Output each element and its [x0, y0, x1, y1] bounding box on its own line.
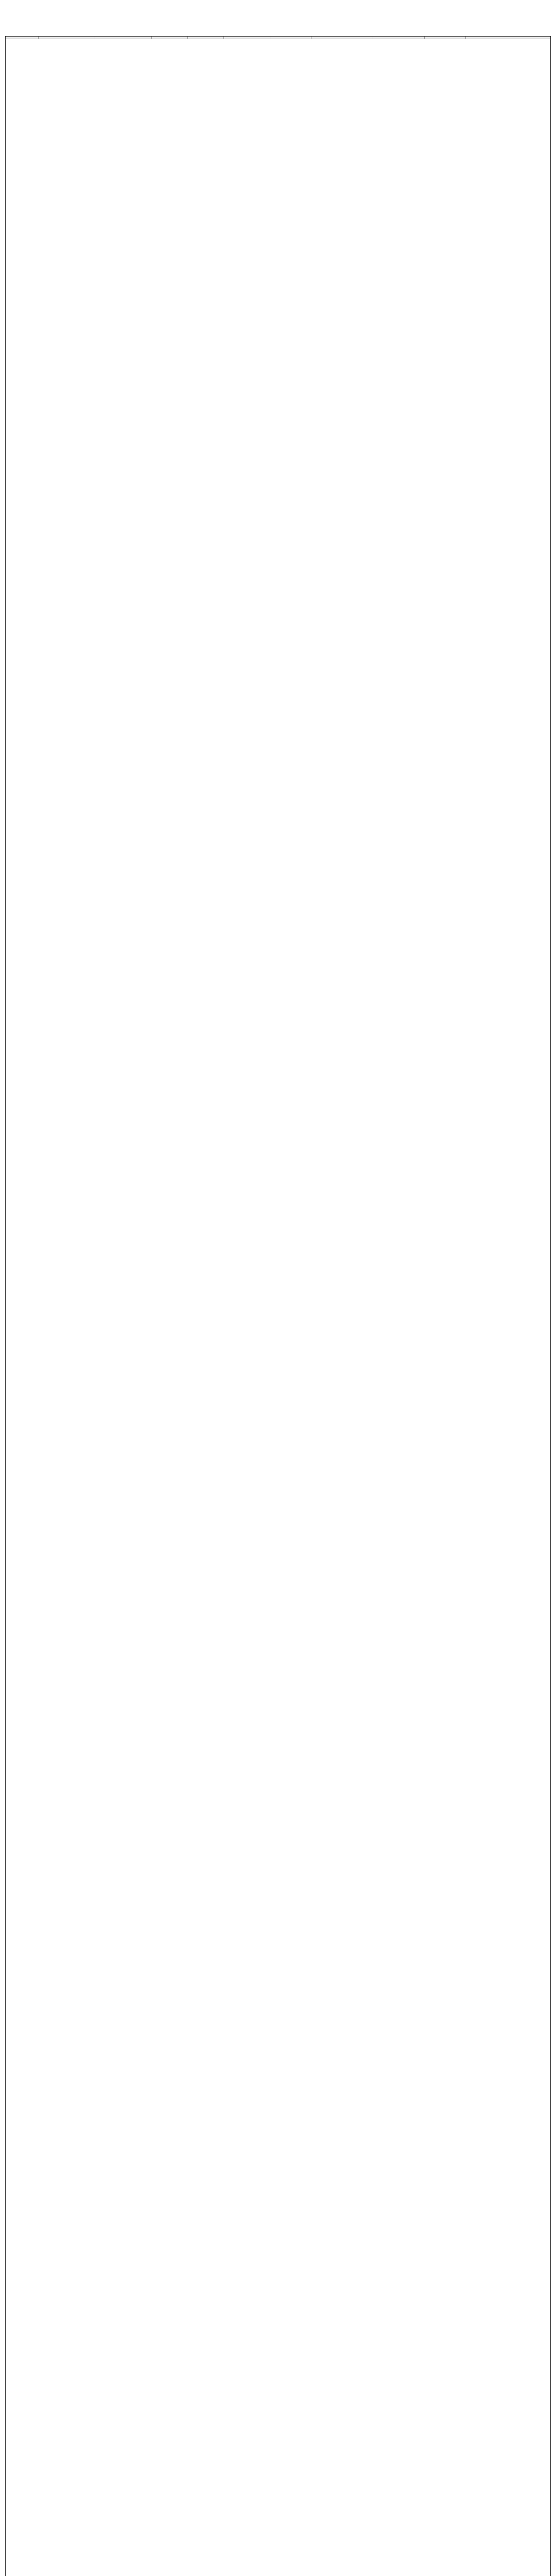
column-header	[373, 37, 425, 39]
column-header	[270, 37, 311, 39]
column-header	[6, 37, 39, 39]
positions-table	[5, 36, 551, 2576]
column-header	[425, 37, 466, 39]
table-body-placeholder	[6, 39, 550, 64]
column-header	[152, 37, 188, 39]
page-title	[5, 15, 551, 36]
column-header	[188, 37, 224, 39]
attachment-label	[5, 3, 551, 15]
column-header	[466, 37, 550, 39]
column-header	[95, 37, 152, 39]
column-header	[39, 37, 95, 39]
column-header	[224, 37, 270, 39]
column-header	[311, 37, 373, 39]
